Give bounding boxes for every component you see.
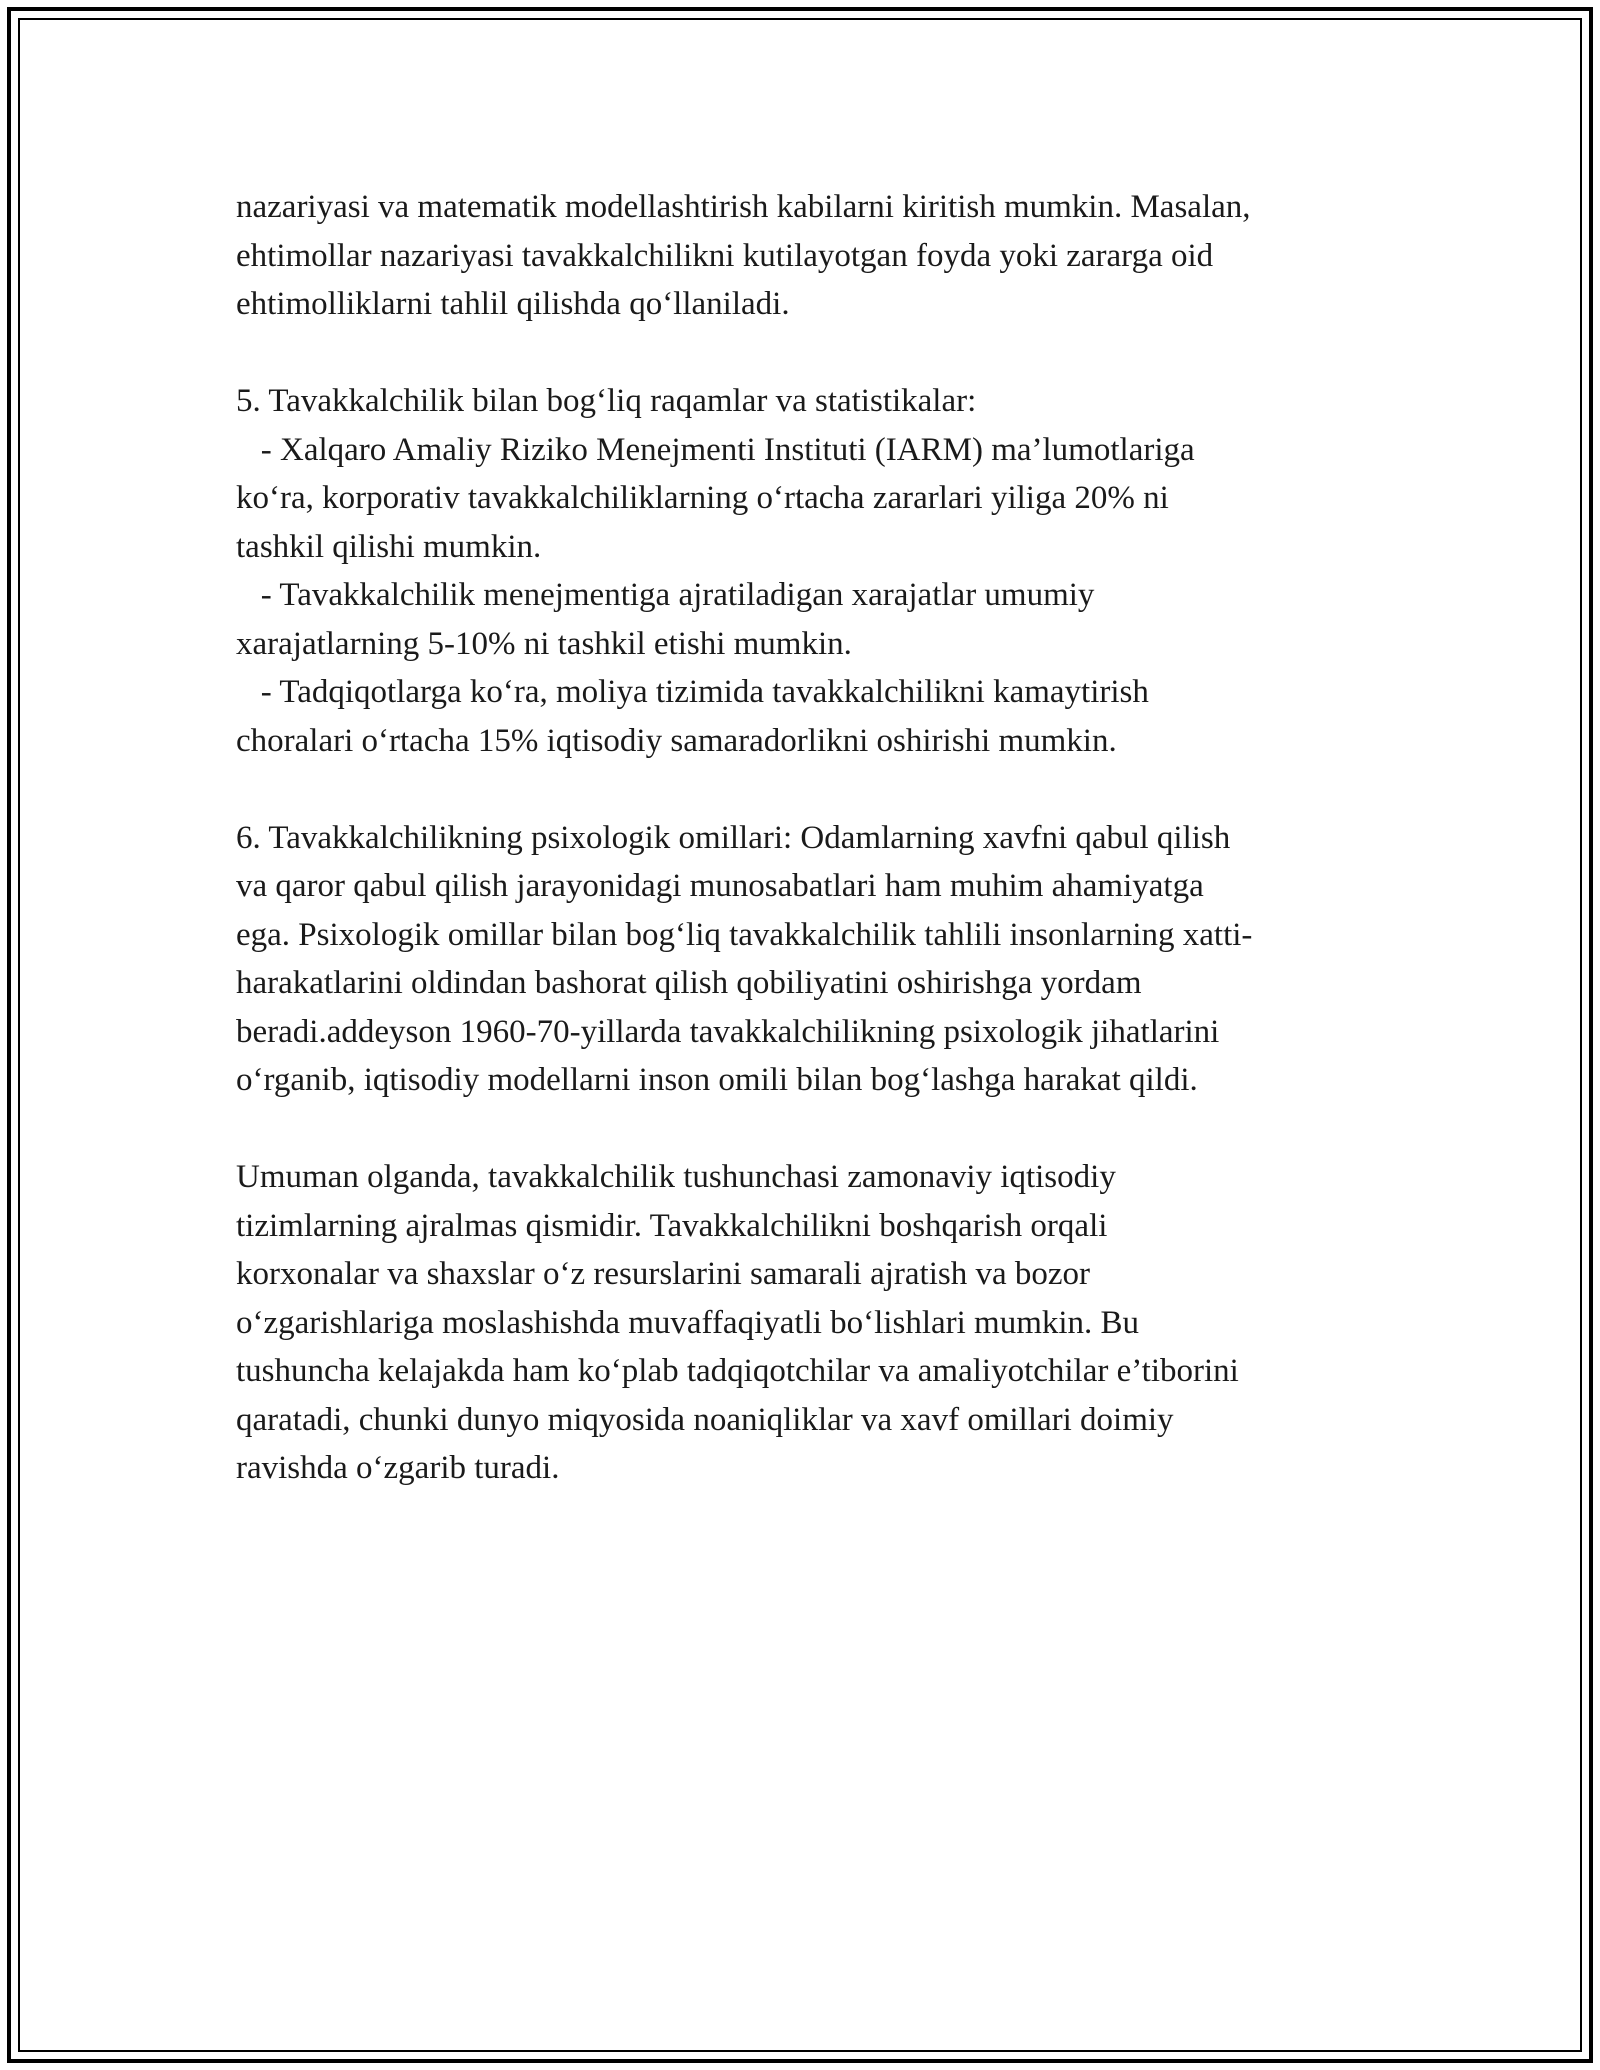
list-item-line: - Xalqaro Amaliy Riziko Menejmenti Instituti (IARM) ma’lumotlariga [236, 431, 1195, 468]
list-heading: 5. Tavakkalchilik bilan bog‘liq raqamlar va statistikalar: [236, 383, 977, 419]
text-line: ravishda o‘zgarib turadi. [236, 1450, 560, 1486]
text-line: tushuncha kelajakda ham ko‘plab tadqiqotchilar va amaliyotchilar e’tiborini [236, 1353, 1239, 1389]
text-line: ega. Psixologik omillar bilan bog‘liq tavakkalchilik tahlili insonlarning xatti- [236, 916, 1253, 953]
text-line: korxonalar va shaxslar o‘z resurslarini samarali ajratish va bozor [236, 1256, 1091, 1292]
list-item-line: - Tadqiqotlarga ko‘ra, moliya tizimida tavakkalchilikni kamaytirish [236, 674, 1149, 710]
text-line: harakatlarini oldindan bashorat qilish qobiliyatini oshirishga yordam [236, 965, 1142, 1001]
text-line: o‘zgarishlariga moslashishda muvaffaqiyatli bo‘lishlari mumkin. Bu [236, 1304, 1140, 1341]
text-line: beradi.addeyson 1960-70-yillarda tavakkalchilikning psixologik jihatlarini [236, 1013, 1220, 1050]
text-line: qaratadi, chunki dunyo miqyosida noaniqliklar va xavf omillari doimiy [236, 1401, 1174, 1438]
document-body [236, 183, 1416, 1493]
text-line: o‘rganib, iqtisodiy modellarni inson omili bilan bog‘lashga harakat qildi. [236, 1062, 1198, 1098]
list-item-line: choralari o‘rtacha 15% iqtisodiy samaradorlikni oshirishi mumkin. [236, 722, 1117, 759]
paragraph-psychological-factors [236, 814, 1416, 1105]
paragraph-gap [236, 765, 1416, 814]
list-item-line: tashkil qilishi mumkin. [236, 528, 542, 565]
text-line: ehtimolliklarni tahlil qilishda qo‘llaniladi. [236, 286, 790, 322]
paragraph-conclusion [236, 1153, 1416, 1493]
paragraph-statistics [236, 377, 1416, 765]
text-line: nazariyasi va matematik modellashtirish kabilarni kiritish mumkin. Masalan, [236, 189, 1251, 225]
text-line: tizimlarning ajralmas qismidir. Tavakkalchilikni boshqarish orqali [236, 1207, 1108, 1244]
text-line: ehtimollar nazariyasi tavakkalchilikni kutilayotgan foyda yoki zararga oid [236, 237, 1214, 274]
paragraph-gap [236, 329, 1416, 378]
text-line: 6. Tavakkalchilikning psixologik omillari: Odamlarning xavfni qabul qilish [236, 819, 1231, 856]
list-item-line: - Tavakkalchilik menejmentiga ajratiladigan xarajatlar umumiy [236, 577, 1095, 613]
paragraph-probability-theory [236, 183, 1416, 329]
text-line: Umuman olganda, tavakkalchilik tushunchasi zamonaviy iqtisodiy [236, 1159, 1116, 1195]
list-item-line: xarajatlarning 5-10% ni tashkil etishi mumkin. [236, 625, 852, 662]
list-item-line: ko‘ra, korporativ tavakkalchiliklarning o‘rtacha zararlari yiliga 20% ni [236, 480, 1169, 516]
paragraph-gap [236, 1105, 1416, 1154]
text-line: va qaror qabul qilish jarayonidagi munosabatlari ham muhim ahamiyatga [236, 868, 1204, 904]
